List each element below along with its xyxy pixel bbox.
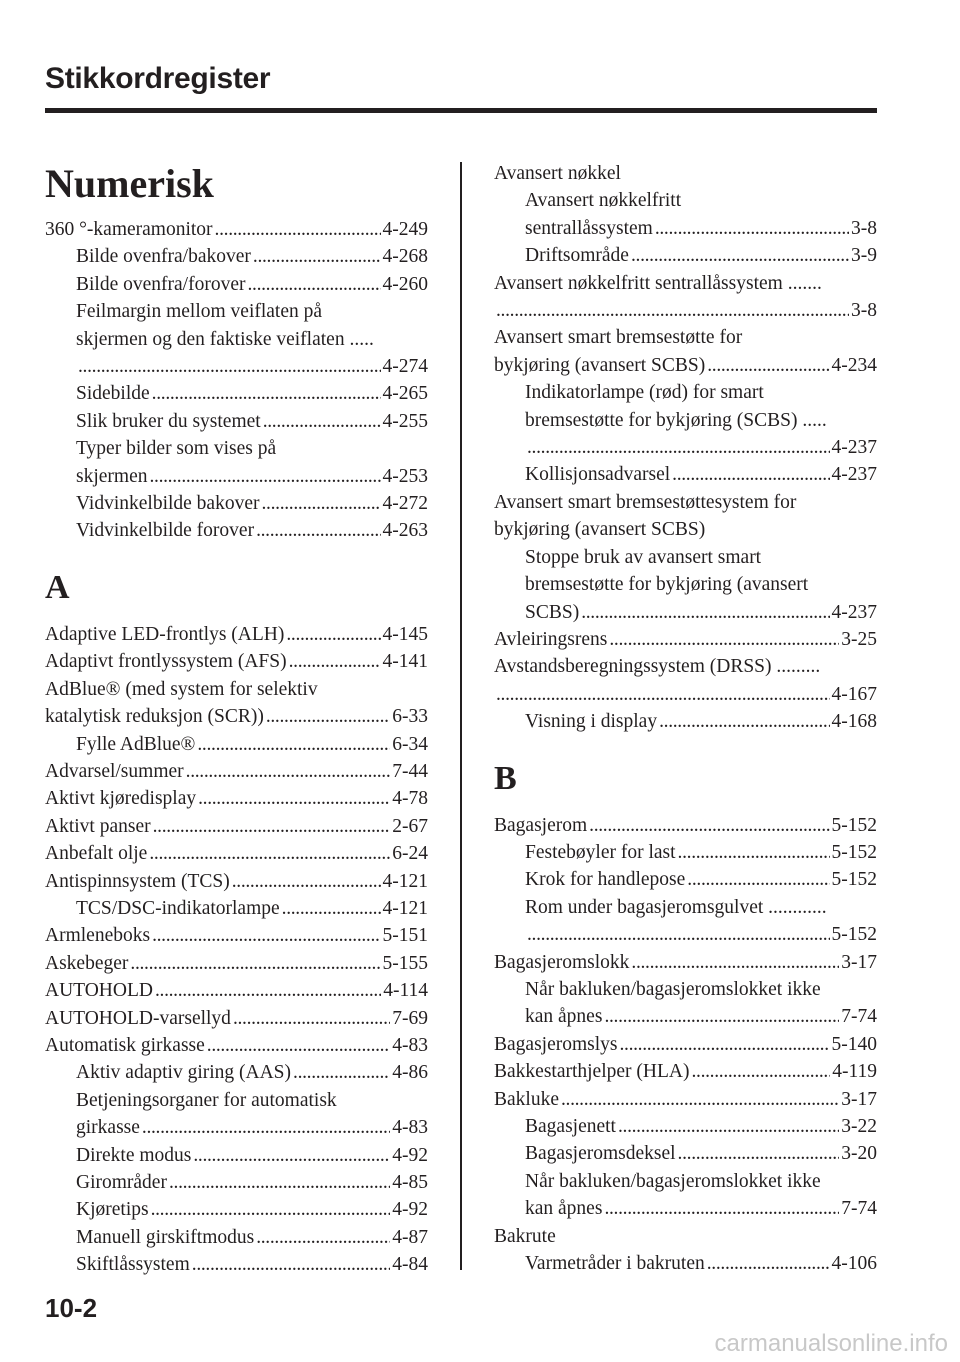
entry-label: kan åpnes — [525, 1006, 603, 1028]
index-entry — [45, 621, 428, 648]
entry-label: Bilde ovenfra/forover — [76, 273, 246, 295]
page-reference: 4-121 — [382, 897, 428, 919]
entry-label: Advarsel/summer — [45, 760, 184, 782]
index-entry — [45, 785, 428, 812]
index-entry — [45, 977, 428, 1004]
page-reference: 4-83 — [392, 1117, 428, 1139]
page-reference: 7-74 — [841, 1198, 877, 1220]
index-subentry — [494, 708, 877, 735]
index-entry — [45, 840, 428, 867]
index-entry — [45, 216, 428, 243]
index-entry — [494, 653, 877, 680]
dot-leader — [215, 216, 381, 243]
dot-leader — [589, 812, 829, 839]
dot-leader — [631, 242, 849, 269]
page-reference: 4-167 — [831, 683, 877, 705]
dot-leader — [152, 922, 380, 949]
index-entry — [494, 352, 877, 379]
page-reference: 5-140 — [831, 1033, 877, 1055]
page-reference: 5-152 — [831, 869, 877, 891]
entry-label: Adaptive LED-frontlys (ALH) — [45, 623, 285, 645]
index-subentry — [45, 517, 428, 544]
entry-label: TCS/DSC-indikatorlampe — [76, 897, 280, 919]
index-subentry — [494, 866, 877, 893]
page-reference: 2-67 — [392, 815, 428, 837]
entry-label: Krok for handlepose — [525, 869, 686, 891]
entry-label: Kjøretips — [76, 1199, 149, 1221]
index-entry — [45, 1005, 428, 1032]
entry-label: Bagasjenett — [525, 1116, 616, 1137]
page-reference: 3-25 — [841, 628, 877, 650]
entry-label: Kollisjonsadvarsel — [525, 464, 671, 486]
index-entry — [494, 516, 877, 543]
entry-label: Driftsområde — [525, 245, 629, 267]
section-heading: A — [45, 568, 70, 606]
page-reference: 4-87 — [392, 1226, 428, 1248]
dot-leader — [619, 1031, 829, 1058]
index-subentry — [494, 599, 877, 626]
index-subentry — [494, 1003, 877, 1030]
entry-label: Avansert nøkkelfritt sentrallåssystem ....... — [494, 272, 822, 294]
dot-leader — [672, 461, 829, 488]
entry-label: Aktiv adaptiv giring (AAS) — [76, 1062, 292, 1084]
entry-label: Adaptivt frontlyssystem (AFS) — [45, 651, 287, 673]
index-entry — [494, 626, 877, 653]
entry-label: Anbefalt olje — [45, 843, 148, 865]
index-entry — [494, 324, 877, 351]
page-reference: 4-168 — [831, 711, 877, 733]
dot-leader — [233, 1005, 390, 1032]
index-subentry — [45, 1251, 428, 1278]
dot-leader — [152, 380, 381, 407]
entry-label: Armleneboks — [45, 925, 151, 947]
page-reference: 4-86 — [392, 1062, 428, 1084]
entry-label: Avansert nøkkelfritt — [525, 190, 682, 212]
index-entry — [494, 949, 877, 976]
dot-leader — [282, 895, 381, 922]
entry-label: Stoppe bruk av avansert smart — [525, 546, 762, 568]
entry-label: bykjøring (avansert SCBS) — [494, 519, 706, 541]
dot-leader — [609, 626, 839, 653]
entry-label: Når bakluken/bagasjeromslokket ikke — [525, 1170, 821, 1192]
index-entry — [494, 1031, 877, 1058]
dot-leader — [149, 463, 380, 490]
dot-leader — [659, 708, 829, 735]
index-entry — [45, 922, 428, 949]
entry-label: Automatisk girkasse — [45, 1034, 205, 1056]
page-reference: 5-152 — [831, 841, 877, 863]
entry-label: Bagasjeromslys — [494, 1033, 618, 1055]
page-reference: 4-92 — [392, 1144, 428, 1166]
page-reference: 4-119 — [832, 1061, 877, 1083]
page-reference: 6-24 — [392, 843, 428, 865]
dot-leader — [149, 840, 390, 867]
index-subentry — [45, 895, 428, 922]
page-reference: 5-152 — [831, 924, 877, 946]
index-subentry — [45, 271, 428, 298]
dot-leader — [192, 1251, 390, 1278]
page-reference: 4-92 — [392, 1199, 428, 1221]
index-subentry — [45, 435, 428, 462]
page-reference: 6-33 — [392, 706, 428, 728]
index-subentry — [45, 1114, 428, 1141]
entry-label: Festebøyler for last — [525, 841, 676, 863]
index-entry — [45, 1032, 428, 1059]
dot-leader — [169, 1169, 390, 1196]
index-subentry — [45, 731, 428, 758]
index-entry — [45, 950, 428, 977]
dot-leader — [678, 1140, 840, 1167]
index-subentry — [494, 187, 877, 214]
dot-leader — [286, 621, 380, 648]
entry-label: Varmetråder i bakruten — [525, 1253, 705, 1275]
index-subentry — [494, 461, 877, 488]
dot-leader — [253, 243, 381, 270]
page-reference: 4-274 — [382, 356, 428, 378]
page-reference: 3-17 — [841, 951, 877, 973]
page-reference: 4-114 — [383, 980, 428, 1002]
index-subentry — [494, 839, 877, 866]
entry-label: sentrallåssystem — [525, 217, 653, 239]
page-reference: 6-34 — [392, 733, 428, 755]
index-subentry — [494, 571, 877, 598]
entry-label: Antispinnsystem (TCS) — [45, 870, 230, 892]
index-entry — [494, 681, 877, 708]
dot-leader — [266, 703, 390, 730]
entry-label: Feilmargin mellom veiflaten på — [76, 301, 323, 323]
index-subentry — [45, 243, 428, 270]
section-heading: Numerisk — [45, 161, 214, 206]
index-entry — [494, 160, 877, 187]
page-reference: 4-237 — [831, 601, 877, 623]
page-reference: 5-152 — [831, 814, 877, 836]
dot-leader — [561, 1086, 839, 1113]
page-reference: 4-268 — [382, 246, 428, 268]
page-reference: 4-83 — [392, 1034, 428, 1056]
dot-leader — [527, 921, 830, 948]
entry-label: 360 °-kameramonitor — [45, 219, 213, 240]
dot-leader — [263, 408, 381, 435]
index-entry — [494, 270, 877, 297]
entry-label: Vidvinkelbilde forover — [76, 520, 255, 542]
entry-label: Girområder — [76, 1172, 167, 1193]
dot-leader — [707, 1250, 830, 1277]
dot-leader — [193, 1142, 390, 1169]
page-reference: 4-121 — [382, 870, 428, 892]
page-reference: 4-78 — [392, 788, 428, 810]
page-reference: 4-106 — [831, 1253, 877, 1275]
dot-leader — [186, 758, 391, 785]
dot-leader — [496, 297, 849, 324]
dot-leader — [618, 1113, 839, 1140]
page-reference: 5-151 — [382, 925, 428, 947]
index-subentry — [494, 1113, 877, 1140]
entry-label: Slik bruker du systemet — [76, 410, 261, 432]
page-reference: 4-260 — [382, 273, 428, 295]
dot-leader — [142, 1114, 390, 1141]
dot-leader — [232, 868, 381, 895]
entry-label: bremsestøtte for bykjøring (avansert — [525, 574, 809, 596]
dot-leader — [527, 434, 830, 461]
page-reference: 7-69 — [392, 1007, 428, 1029]
index-subentry — [494, 921, 877, 948]
index-subentry — [494, 434, 877, 461]
entry-label: Aktivt panser — [45, 815, 151, 837]
dot-leader — [197, 731, 390, 758]
dot-leader — [262, 490, 381, 517]
dot-leader — [496, 681, 830, 708]
dot-leader — [155, 977, 381, 1004]
page-reference: 4-263 — [382, 520, 428, 542]
entry-label: Bakkestarthjelper (HLA) — [494, 1061, 690, 1083]
entry-label: Askebeger — [45, 952, 129, 974]
page-reference: 4-85 — [392, 1172, 428, 1193]
entry-label: Aktivt kjøredisplay — [45, 788, 197, 810]
index-subentry — [45, 408, 428, 435]
dot-leader — [655, 215, 849, 242]
watermark: carmanualsonline.info — [714, 1330, 948, 1357]
index-entry — [45, 813, 428, 840]
page-reference: 4-272 — [382, 493, 428, 515]
index-subentry — [494, 1168, 877, 1195]
dot-leader — [687, 866, 829, 893]
index-entry — [494, 1086, 877, 1113]
page-reference: 3-20 — [841, 1143, 877, 1165]
entry-label: Manuell girskiftmodus — [76, 1226, 255, 1248]
page-number: 10-2 — [45, 1293, 98, 1323]
index-entry — [45, 703, 428, 730]
index-subentry — [45, 1059, 428, 1086]
entry-label: Bakrute — [494, 1225, 556, 1247]
page-reference: 3-8 — [851, 217, 877, 239]
index-entry — [45, 868, 428, 895]
entry-label: Avansert smart bremsestøtte for — [494, 327, 743, 349]
entry-label: Typer bilder som vises på — [76, 438, 277, 460]
entry-label: Sidebilde — [76, 383, 150, 405]
page-reference: 5-155 — [382, 952, 428, 974]
entry-label: kan åpnes — [525, 1198, 603, 1220]
column-divider — [460, 162, 462, 1270]
dot-leader — [153, 813, 391, 840]
entry-label: Bagasjeromsdeksel — [525, 1143, 676, 1165]
page-reference: 4-234 — [831, 354, 877, 376]
dot-leader — [256, 517, 380, 544]
header-rule — [45, 108, 877, 113]
index-entry — [494, 1223, 877, 1250]
index-subentry — [45, 463, 428, 490]
dot-leader — [256, 1224, 390, 1251]
index-subentry — [45, 326, 428, 353]
dot-leader — [130, 950, 380, 977]
page-reference: 3-17 — [841, 1088, 877, 1110]
index-subentry — [45, 1196, 428, 1223]
dot-leader — [604, 1195, 839, 1222]
index-entry — [494, 812, 877, 839]
page-reference: 3-9 — [851, 245, 877, 267]
entry-label: bykjøring (avansert SCBS) — [494, 354, 706, 376]
entry-label: Rom under bagasjeromsgulvet ............ — [525, 896, 827, 918]
dot-leader — [247, 271, 380, 298]
index-entry — [45, 676, 428, 703]
index-column-left — [45, 160, 428, 1279]
index-subentry — [45, 1224, 428, 1251]
index-subentry — [45, 1142, 428, 1169]
page-reference: 4-249 — [382, 219, 428, 240]
entry-label: Når bakluken/bagasjeromslokket ikke — [525, 978, 821, 1000]
entry-label: Vidvinkelbilde bakover — [76, 493, 260, 515]
index-entry — [45, 648, 428, 675]
index-column-right — [494, 160, 877, 1277]
dot-leader — [678, 839, 830, 866]
entry-label: katalytisk reduksjon (SCR)) — [45, 706, 264, 728]
dot-leader — [289, 648, 381, 675]
entry-label: Betjeningsorganer for automatisk — [76, 1089, 337, 1111]
page-reference: 4-141 — [382, 651, 428, 673]
index-subentry — [45, 353, 428, 380]
page-reference: 4-84 — [392, 1254, 428, 1276]
page-reference: 4-255 — [382, 410, 428, 432]
dot-leader — [78, 353, 381, 380]
entry-label: AdBlue® (med system for selektiv — [45, 678, 318, 700]
entry-label: skjermen — [76, 465, 148, 487]
entry-label: AUTOHOLD — [45, 980, 153, 1002]
index-subentry — [494, 407, 877, 434]
entry-label: Fylle AdBlue® — [76, 733, 196, 755]
entry-label: Skiftlåssystem — [76, 1254, 190, 1276]
dot-leader — [198, 785, 390, 812]
entry-label: Bakluke — [494, 1088, 559, 1110]
page-reference: 7-44 — [392, 760, 428, 782]
page-reference: 3-22 — [841, 1116, 877, 1137]
entry-label: bremsestøtte for bykjøring (SCBS) ..... — [525, 409, 827, 431]
index-subentry — [494, 976, 877, 1003]
index-subentry — [494, 215, 877, 242]
index-subentry — [45, 298, 428, 325]
dot-leader — [707, 352, 829, 379]
dot-leader — [207, 1032, 390, 1059]
index-subentry — [45, 490, 428, 517]
index-subentry — [494, 544, 877, 571]
index-subentry — [494, 242, 877, 269]
index-subentry — [494, 1250, 877, 1277]
dot-leader — [691, 1058, 830, 1085]
index-entry — [494, 297, 877, 324]
index-entry — [494, 1058, 877, 1085]
page-reference: 4-253 — [382, 465, 428, 487]
entry-label: Avleiringsrens — [494, 628, 608, 650]
dot-leader — [604, 1003, 839, 1030]
entry-label: Bilde ovenfra/bakover — [76, 246, 251, 268]
entry-label: SCBS) — [525, 601, 580, 623]
entry-label: girkasse — [76, 1117, 140, 1139]
index-subentry — [494, 1195, 877, 1222]
entry-label: skjermen og den faktiske veiflaten ..... — [76, 328, 374, 350]
page-reference: 3-8 — [851, 300, 877, 322]
index-entry — [494, 489, 877, 516]
page-reference: 4-237 — [831, 437, 877, 459]
section-heading: B — [494, 759, 517, 797]
index-subentry — [494, 379, 877, 406]
page-reference: 4-237 — [831, 464, 877, 486]
entry-label: Visning i display — [525, 711, 658, 733]
index-subentry — [494, 894, 877, 921]
dot-leader — [631, 949, 839, 976]
index-entry — [45, 758, 428, 785]
page-reference: 7-74 — [841, 1006, 877, 1028]
entry-label: Avansert nøkkel — [494, 163, 621, 184]
entry-label: Bagasjeromslokk — [494, 951, 630, 973]
page-reference: 4-145 — [382, 623, 428, 645]
index-subentry — [45, 1087, 428, 1114]
index-subentry — [45, 1169, 428, 1196]
index-subentry — [45, 380, 428, 407]
entry-label: Direkte modus — [76, 1144, 192, 1166]
dot-leader — [581, 599, 829, 626]
index-subentry — [494, 1140, 877, 1167]
dot-leader — [151, 1196, 391, 1223]
dot-leader — [293, 1059, 390, 1086]
entry-label: Bagasjerom — [494, 814, 588, 836]
page-reference: 4-265 — [382, 383, 428, 405]
entry-label: Avstandsberegningssystem (DRSS) ......... — [494, 656, 821, 678]
entry-label: Indikatorlampe (rød) for smart — [525, 382, 764, 404]
entry-label: Avansert smart bremsestøttesystem for — [494, 491, 797, 513]
entry-label: AUTOHOLD-varsellyd — [45, 1007, 231, 1029]
page-header-title: Stikkordregister — [45, 62, 271, 95]
